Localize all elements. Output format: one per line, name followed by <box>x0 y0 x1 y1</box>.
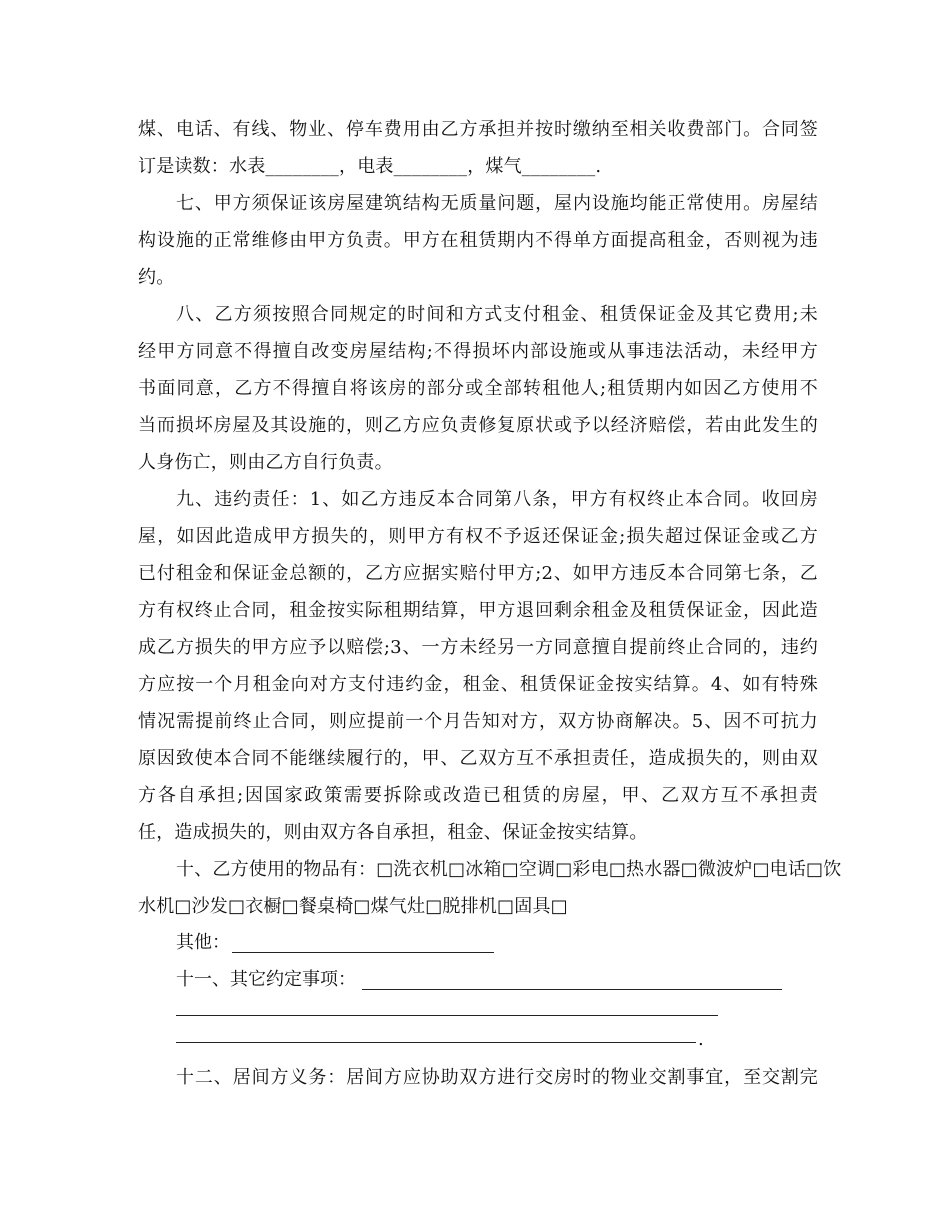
paragraph-line: 构设施的正常维修由甲方负责。甲方在租赁期内不得单方面提高租金，否则视为违 <box>138 230 818 251</box>
paragraph-line: 屋，如因此造成甲方损失的，则甲方有权不予返还保证金;损失超过保证金或乙方 <box>138 526 818 547</box>
paragraph-line: 经甲方同意不得擅自改变房屋结构;不得损坏内部设施或从事违法活动，未经甲方 <box>138 341 818 362</box>
paragraph-line: 成乙方损失的甲方应予以赔偿;3、一方未经另一方同意擅自提前终止合同的，违约 <box>138 637 818 658</box>
other-agreements-blank-line <box>362 989 782 990</box>
paragraph-line: 订是读数：水表________，电表________，煤气________. <box>138 156 602 177</box>
paragraph-line: 水机□沙发□衣橱□餐桌椅□煤气灶□脱排机□固具□ <box>138 896 568 917</box>
paragraph-line: 已付租金和保证金总额的，乙方应据实赔付甲方;2、如甲方违反本合同第七条，乙 <box>138 563 818 584</box>
paragraph-line: 十、乙方使用的物品有：□洗衣机□冰箱□空调□彩电□热水器□微波炉□电话□饮 <box>176 859 842 880</box>
other-items-label: 其他： <box>176 932 230 953</box>
paragraph-line: 方应按一个月租金向对方支付违约金，租金、租赁保证金按实结算。4、如有特殊 <box>138 674 818 695</box>
paragraph-line: 任，造成损失的，则由双方各自承担，租金、保证金按实结算。 <box>138 822 648 843</box>
paragraph-line: 书面同意，乙方不得擅自将该房的部分或全部转租他人;租赁期内如因乙方使用不 <box>138 378 818 399</box>
paragraph-line: 约。 <box>138 267 175 288</box>
paragraph-line: 八、乙方须按照合同规定的时间和方式支付租金、租赁保证金及其它费用;未 <box>176 304 818 325</box>
paragraph-line: 原因致使本合同不能继续履行的，甲、乙双方互不承担责任，造成损失的，则由双 <box>138 748 818 769</box>
other-agreements-label: 十一、其它约定事项： <box>176 969 356 990</box>
paragraph-line: 十二、居间方义务：居间方应协助双方进行交房时的物业交割事宜，至交割完 <box>176 1067 818 1088</box>
paragraph-line: 方有权终止合同，租金按实际租期结算，甲方退回剩余租金及租赁保证金，因此造 <box>138 600 818 621</box>
other-agreements-blank-line-3 <box>176 1042 696 1043</box>
paragraph-line: 当而损坏房屋及其设施的，则乙方应负责修复原状或予以经济赔偿，若由此发生的 <box>138 415 818 436</box>
blank-line-period: . <box>698 1029 704 1050</box>
paragraph-line: 七、甲方须保证该房屋建筑结构无质量问题，屋内设施均能正常使用。房屋结 <box>176 193 818 214</box>
paragraph-line: 人身伤亡，则由乙方自行负责。 <box>138 452 393 473</box>
paragraph-line: 方各自承担;因国家政策需要拆除或改造已租赁的房屋，甲、乙双方互不承担责 <box>138 785 818 806</box>
paragraph-line: 情况需提前终止合同，则应提前一个月告知对方，双方协商解决。5、因不可抗力 <box>138 711 818 732</box>
other-agreements-blank-line-2 <box>176 1015 718 1016</box>
other-items-blank-line <box>232 952 494 953</box>
paragraph-line: 煤、电话、有线、物业、停车费用由乙方承担并按时缴纳至相关收费部门。合同签 <box>138 119 818 140</box>
paragraph-line: 九、违约责任：1、如乙方违反本合同第八条，甲方有权终止本合同。收回房 <box>176 489 818 510</box>
